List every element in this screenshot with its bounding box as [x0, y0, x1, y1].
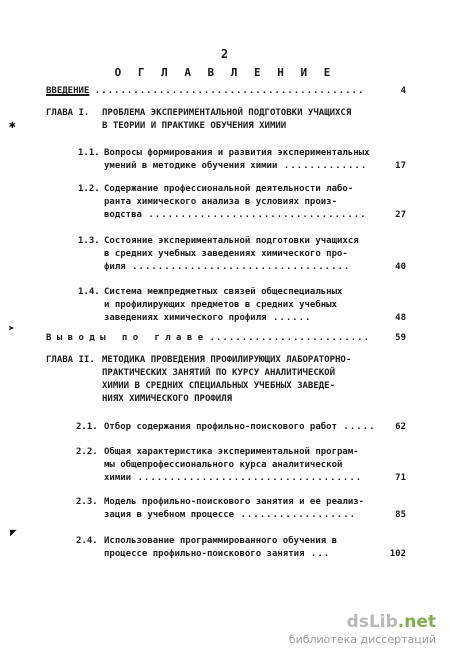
chapter2-label: ГЛАВА II. — [46, 355, 95, 365]
section-1-2-page: 27 — [395, 210, 406, 220]
section-1-3-number: 1.3. — [78, 236, 100, 246]
margin-mark: ➤ — [8, 322, 15, 335]
section-1-3-line1[interactable]: Состояние экспериментальной подготовки учащихся — [104, 236, 359, 246]
toc-conclusions-page: 59 — [395, 333, 406, 343]
section-1-2-line2[interactable]: ранта химического анализа в условиях произ- — [104, 197, 337, 207]
chapter1-title-line1[interactable]: ПРОБЛЕМА ЭКСПЕРИМЕНТАЛЬНОЙ ПОДГОТОВКИ УЧАЩИХСЯ — [102, 108, 352, 118]
section-2-2-page: 71 — [395, 473, 406, 483]
chapter2-title-line2[interactable]: ПРАКТИЧЕСКИХ ЗАНЯТИЙ ПО КУРСУ АНАЛИТИЧЕСКОЙ — [102, 368, 335, 378]
section-1-4-page: 48 — [395, 313, 406, 323]
section-1-1-number: 1.1. — [78, 148, 100, 158]
section-1-4-line3[interactable]: заведениях химического профиля ...... — [104, 313, 312, 323]
section-2-2-line3[interactable]: химии ................................... — [104, 473, 363, 483]
leader-dots: .......................................... — [94, 86, 365, 96]
toc-intro[interactable] — [46, 86, 364, 97]
section-2-3-page: 85 — [395, 510, 406, 520]
section-2-2-line2[interactable]: мы общепрофессионального курса аналитической — [104, 460, 343, 470]
page-number: 2 — [220, 47, 230, 61]
watermark-logo: dsLib.net — [346, 612, 436, 632]
section-2-3-line2[interactable]: зация в учебном процессе .................. — [104, 510, 356, 520]
section-1-3-line3[interactable]: филя .................................. — [104, 262, 351, 272]
section-1-4-line2[interactable]: и профилирующих предметов в средних учебных — [104, 300, 337, 310]
section-1-4-number: 1.4. — [78, 287, 100, 297]
toc-conclusions[interactable]: В ы в о д ы п о г л а в е ......................... — [46, 333, 371, 343]
section-2-3-number: 2.3. — [76, 497, 98, 507]
section-2-4-page: 102 — [389, 549, 406, 559]
watermark — [289, 612, 436, 646]
section-1-1-line1[interactable]: Вопросы формирования и развития экспериментальных — [104, 148, 370, 158]
toc-intro-label: ВВЕДЕНИЕ — [46, 86, 90, 96]
section-2-4-line2[interactable]: процессе профильно-поискового занятия ... — [104, 549, 331, 559]
section-1-2-number: 1.2. — [78, 184, 100, 194]
section-1-1-line2[interactable]: умений в методике обучения химии ............. — [104, 161, 368, 171]
toc-intro-page: 4 — [400, 86, 406, 96]
section-2-1-number: 2.1. — [76, 422, 98, 432]
section-1-1-page: 17 — [395, 161, 406, 171]
section-2-2-number: 2.2. — [76, 447, 98, 457]
toc-title: О Г Л А В Л Е Н И Е — [114, 66, 336, 79]
section-2-4-line1[interactable]: Использование программированного обучения в — [104, 536, 337, 546]
section-1-4-line1[interactable]: Система межпредметных связей общеспециальных — [104, 287, 343, 297]
margin-mark: ✱ — [9, 118, 16, 131]
chapter2-title-line1[interactable]: МЕТОДИКА ПРОВЕДЕНИЯ ПРОФИЛИРУЮЩИХ ЛАБОРАТОРНО- — [102, 355, 352, 365]
chapter1-label: ГЛАВА I. — [46, 108, 90, 118]
section-2-4-number: 2.4. — [76, 536, 98, 546]
section-1-2-line3[interactable]: водства .................................. — [104, 210, 367, 220]
section-1-2-line1[interactable]: Содержание профессиональной деятельности лабо- — [104, 184, 354, 194]
section-2-2-line1[interactable]: Общая характеристика экспериментальной програм- — [104, 447, 359, 457]
section-2-3-line1[interactable]: Модель профильно-поискового занятия и ее реализ- — [104, 497, 365, 507]
section-1-3-line2[interactable]: в средних учебных заведениях химического про- — [104, 249, 348, 259]
chapter2-title-line4[interactable]: НИЯХ ХИМИЧЕСКОГО ПРОФИЛЯ — [102, 394, 233, 404]
chapter2-title-line3[interactable]: ХИМИИ В СРЕДНИХ СПЕЦИАЛЬНЫХ УЧЕБНЫХ ЗАВЕДЕ- — [102, 381, 335, 391]
chapter1-title-line2[interactable]: В ТЕОРИИ И ПРАКТИКЕ ОБУЧЕНИЯ ХИМИИ — [102, 121, 287, 131]
section-2-1-line1[interactable]: Отбор содержания профильно-поискового работ ..... — [104, 422, 376, 432]
section-1-3-page: 40 — [395, 262, 406, 272]
margin-mark: ◤ — [10, 526, 17, 539]
section-2-1-page: 62 — [395, 422, 406, 432]
watermark-subtitle: библиотека диссертаций — [288, 633, 436, 646]
